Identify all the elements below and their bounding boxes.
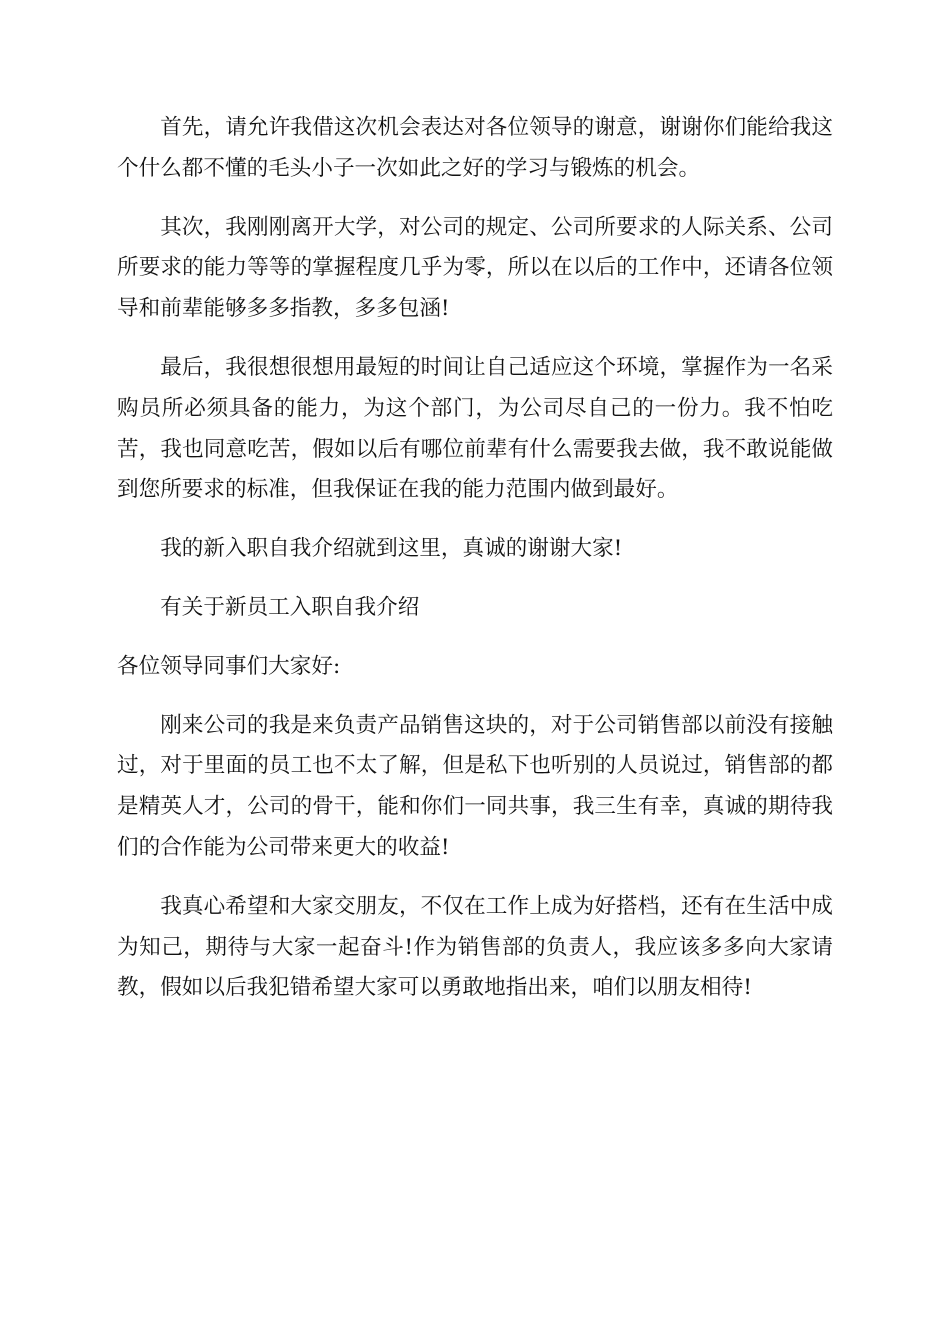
document-body — [117, 108, 833, 1027]
paragraph-thanks: 首先，请允许我借这次机会表达对各位领导的谢意，谢谢你们能给我这个什么都不懂的毛头小子一次如此之好的学习与锻炼的机会。 — [117, 115, 833, 181]
paragraph-new-graduate: 其次，我刚刚离开大学，对公司的规定、公司所要求的人际关系、公司所要求的能力等等的掌握程度几乎为零，所以在以后的工作中，还请各位领导和前辈能够多多指教，多多包涵! — [117, 214, 833, 322]
section-heading: 有关于新员工入职自我介绍 — [160, 594, 420, 620]
greeting: 各位领导同事们大家好: — [117, 653, 341, 679]
paragraph-sales-role: 刚来公司的我是来负责产品销售这块的，对于公司销售部以前没有接触过，对于里面的员工也不太了解，但是私下也听别的人员说过，销售部的都是精英人才，公司的骨干，能和你们一同共事，我三生有幸，真诚的期待我们的合作能为公司带来更大的收益! — [117, 712, 833, 860]
paragraph-friendship: 我真心希望和大家交朋友，不仅在工作上成为好搭档，还有在生活中成为知己，期待与大家一起奋斗!作为销售部的负责人，我应该多多向大家请教，假如以后我犯错希望大家可以勇敢地指出来，咱们以朋友相待! — [117, 893, 833, 1001]
paragraph-closing: 我的新入职自我介绍就到这里，真诚的谢谢大家! — [160, 536, 623, 562]
paragraph-commitment: 最后，我很想很想用最短的时间让自己适应这个环境，掌握作为一名采购员所必须具备的能力，为这个部门，为公司尽自己的一份力。我不怕吃苦，我也同意吃苦，假如以后有哪位前辈有什么需要我去做，我不敢说能做到您所要求的标准，但我保证在我的能力范围内做到最好。 — [117, 354, 833, 503]
